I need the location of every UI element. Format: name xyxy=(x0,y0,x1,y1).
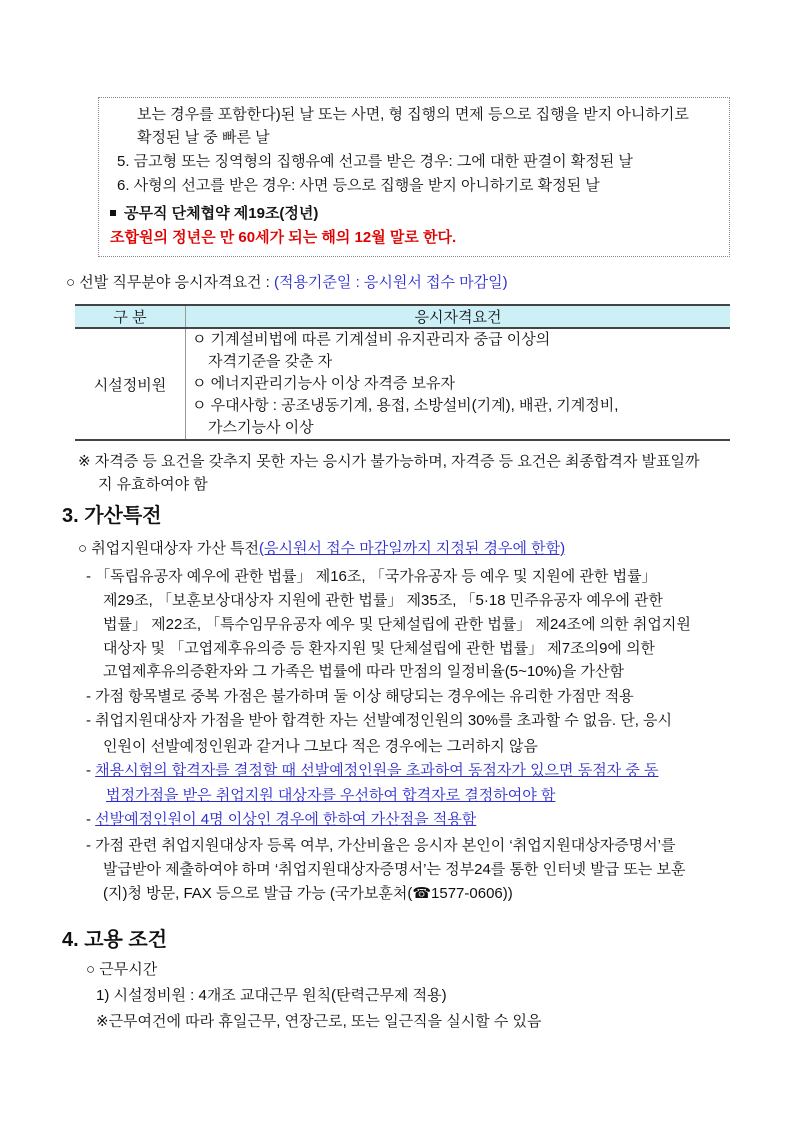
law-line: 법률」 제22조, 「특수임무유공자 예우 및 단체설립에 관한 법률」 제24조에 의한 취업지원 xyxy=(103,616,691,633)
tie-rule xyxy=(86,761,659,781)
qualification-note: ※ 자격증 등 요건을 갖추지 못한 자는 응시가 불가능하며, 자격증 등 요건은 최종합격자 발표일까 xyxy=(78,453,700,470)
minimum-rule-text: 선발예정인원이 4명 이상인 경우에 한하여 가산점을 적용함 xyxy=(95,811,477,828)
limit-rule: - 취업지원대상자 가점을 받아 합격한 자는 선발예정인원의 30%를 초과할 수 없음. 단, 응시 xyxy=(86,712,673,729)
work-hours-note: ※근무여건에 따라 휴일근무, 연장근로, 또는 일근직을 실시할 수 있음 xyxy=(96,1013,542,1030)
box-line: 5. 금고형 또는 징역형의 집행유예 선고를 받은 경우: 그에 대한 판결이 확정된 날 xyxy=(117,153,633,170)
qualification-heading xyxy=(66,273,508,293)
law-line: 제29조, 「보훈보상대상자 지원에 관한 법률」 제35조, 「5·18 민주유공자 예우에 관한 xyxy=(103,592,663,609)
minimum-rule xyxy=(86,810,476,830)
work-hours-item: 1) 시설정비원 : 4개조 교대근무 원칙(탄력근무제 적용) xyxy=(96,987,447,1004)
agreement-text: 조합원의 정년은 만 60세가 되는 해의 12월 말로 한다. xyxy=(110,229,457,246)
qualification-heading-note: (적용기준일 : 응시원서 접수 마감일) xyxy=(273,274,508,291)
tie-rule: 법정가점을 받은 취업지원 대상자를 우선하여 합격자로 결정하여야 함 xyxy=(106,787,556,804)
box-line: 확정된 날 중 빠른 날 xyxy=(137,129,270,146)
cert-rule: 발급받아 제출하여야 하며 ‘취업지원대상자증명서’는 정부24를 통한 인터넷 발급 또는 보훈 xyxy=(103,861,686,878)
section-3-title: 3. 가산특전 xyxy=(62,505,162,527)
work-hours-bullet: ○ 근무시간 xyxy=(86,961,158,978)
requirements-cell xyxy=(186,328,731,440)
square-bullet-icon xyxy=(110,210,116,216)
row-label: 시설정비원 xyxy=(75,328,186,440)
duplicate-rule: - 가점 항목별로 중복 가점은 불가하며 둘 이상 해당되는 경우에는 유리한 가점만 적용 xyxy=(86,688,634,705)
requirement-line: ㅇ 기계설비법에 따른 기계설비 유지관리자 중급 이상의 xyxy=(192,331,551,348)
qualification-note: 지 유효하여야 함 xyxy=(98,476,208,493)
requirement-line: 자격기준을 갖춘 자 xyxy=(208,353,333,370)
dash: - xyxy=(86,762,96,779)
requirement-line: 가스기능사 이상 xyxy=(208,419,314,436)
law-line: - 「독립유공자 예우에 관한 법률」 제16조, 「국가유공자 등 예우 및 지원에 관한 법률」 xyxy=(86,568,657,585)
limit-rule: 인원이 선발예정인원과 같거나 그보다 적은 경우에는 그러하지 않음 xyxy=(103,738,538,755)
agreement-title-text: 공무직 단체협약 제19조(정년) xyxy=(124,205,319,222)
agreement-title xyxy=(110,204,318,224)
tie-rule-text: 채용시험의 합격자를 결정할 때 선발예정인원을 초과하여 동점자가 있으면 동점자 중 동 xyxy=(95,762,659,779)
cert-rule: (지)청 방문, FAX 등으로 발급 가능 (국가보훈처(☎1577-0606)) xyxy=(103,885,513,902)
cert-rule: - 가점 관련 취업지원대상자 등록 여부, 가산비율은 응시자 본인이 ‘취업지원대상자증명서’를 xyxy=(86,837,676,854)
table-header: 구 분 xyxy=(75,305,186,328)
section-4-title: 4. 고용 조건 xyxy=(62,929,168,951)
law-line: 고엽제후유의증환자와 그 가족은 법률에 따라 만점의 일정비율(5~10%)을 가산함 xyxy=(103,663,624,680)
table-header: 응시자격요건 xyxy=(186,305,731,328)
qualification-heading-text: ○ 선발 직무분야 응시자격요건 : xyxy=(66,274,274,291)
bonus-bullet-text: ○ 취업지원대상자 가산 특전 xyxy=(78,540,259,557)
requirement-line: ㅇ 우대사항 : 공조냉동기계, 용접, 소방설비(기계), 배관, 기계정비, xyxy=(192,397,619,414)
qualification-table xyxy=(75,304,730,441)
box-line: 6. 사형의 선고를 받은 경우: 사면 등으로 집행을 받지 아니하기로 확정된 날 xyxy=(117,177,600,194)
law-line: 대상자 및 「고엽제후유의증 등 환자지원 및 단체설립에 관한 법률」 제7조의9에 의한 xyxy=(103,640,656,657)
box-line: 보는 경우를 포함한다)된 날 또는 사면, 형 집행의 면제 등으로 집행을 받지 아니하기로 xyxy=(137,106,689,123)
requirement-line: ㅇ 에너지관리기능사 이상 자격증 보유자 xyxy=(192,375,456,392)
bonus-bullet xyxy=(78,539,565,559)
bonus-bullet-note: (응시원서 접수 마감일까지 지정된 경우에 한함) xyxy=(258,540,566,557)
dash: - xyxy=(86,811,96,828)
